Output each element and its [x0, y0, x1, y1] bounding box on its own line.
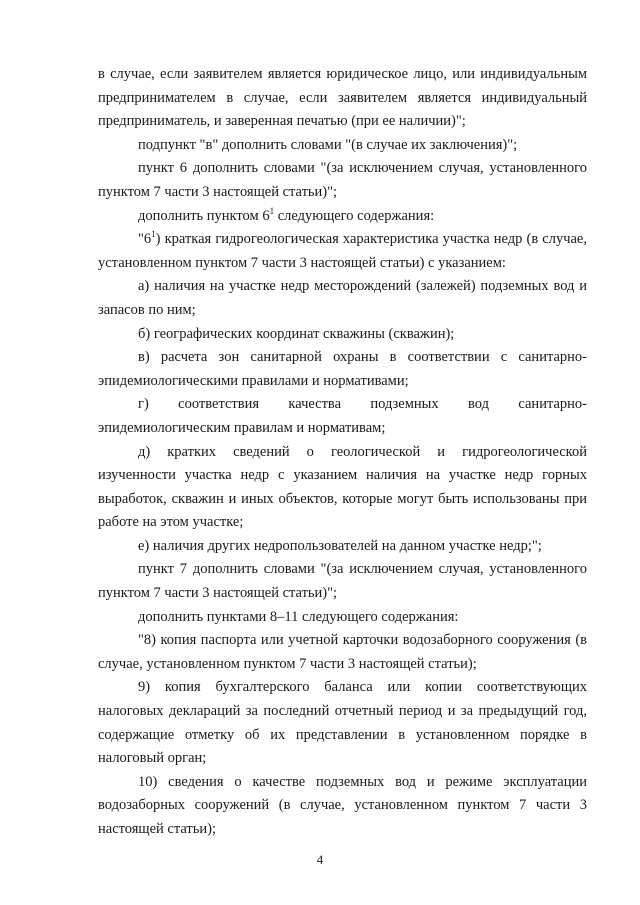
paragraph-2: подпункт "в" дополнить словами "(в случае их заключения)";: [138, 136, 518, 153]
paragraph-4: [98, 205, 587, 229]
paragraph-4-after: следующего содержания:: [274, 207, 435, 224]
paragraph-14: "8) копия паспорта или учетной карточки водозаборного сооружения (в случае, установленном пунктом 7 части 3 настоящей статьи);: [98, 632, 587, 672]
paragraph-16: 10) сведения о качестве подземных вод и режиме эксплуатации водозаборных сооружений (в случае, установленном пунктом 7 части 3 настоящей статьи);: [98, 773, 587, 837]
paragraph-7: б) географических координат скважины (скважин);: [138, 325, 455, 342]
paragraph-5: [98, 228, 587, 275]
paragraph-13: дополнить пунктами 8–11 следующего содержания:: [138, 608, 459, 625]
paragraph-8: в) расчета зон санитарной охраны в соответствии с санитарно-эпидемиологическими правилами и нормативами;: [98, 349, 587, 389]
paragraph-5-text: "6: [138, 231, 152, 248]
paragraph-12: пункт 7 дополнить словами "(за исключением случая, установленного пунктом 7 части 3 настоящей статьи)";: [98, 561, 587, 602]
paragraph-10: д) кратких сведений о геологической и гидрогеологической изученности участка недр с указанием наличия на участке недр горных выработок, скважин и иных объектов, которые могут быть использованы при работе на этом участке;: [98, 443, 587, 531]
paragraph-11: е) наличия других недропользователей на данном участке недр;";: [138, 537, 542, 554]
paragraph-9: г) соответствия качества подземных вод санитарно-эпидемиологическим правилам и нормативам;: [98, 396, 587, 436]
paragraph-4-superscript: 1: [269, 205, 275, 216]
paragraph-6: а) наличия на участке недр месторождений (залежей) подземных вод и запасов по ним;: [98, 278, 587, 318]
paragraph-5-after: ) краткая гидрогеологическая характеристика участка недр (в случае, установленном пунктом 7 части 3 настоящей статьи) с указанием:: [98, 231, 587, 271]
paragraph-3: пункт 6 дополнить словами "(за исключением случая, установленного пунктом 7 части 3 настоящей статьи)";: [98, 160, 587, 200]
paragraph-5-superscript: 1: [151, 229, 156, 240]
paragraph-15: 9) копия бухгалтерского баланса или копии соответствующих налоговых деклараций за последний отчетный период и за предыдущий год, содержащие отметку об их представлении в установленном порядке в налоговый орган;: [98, 679, 587, 767]
page-number: 4: [316, 852, 324, 867]
paragraph-4-text: дополнить пунктом 6: [138, 207, 270, 224]
paragraph-1: в случае, если заявителем является юридическое лицо, или индивидуальным предпринимателем в случае, если заявителем является индивидуальный предприниматель, и заверенная печатью (при ее наличии)";: [98, 66, 587, 130]
